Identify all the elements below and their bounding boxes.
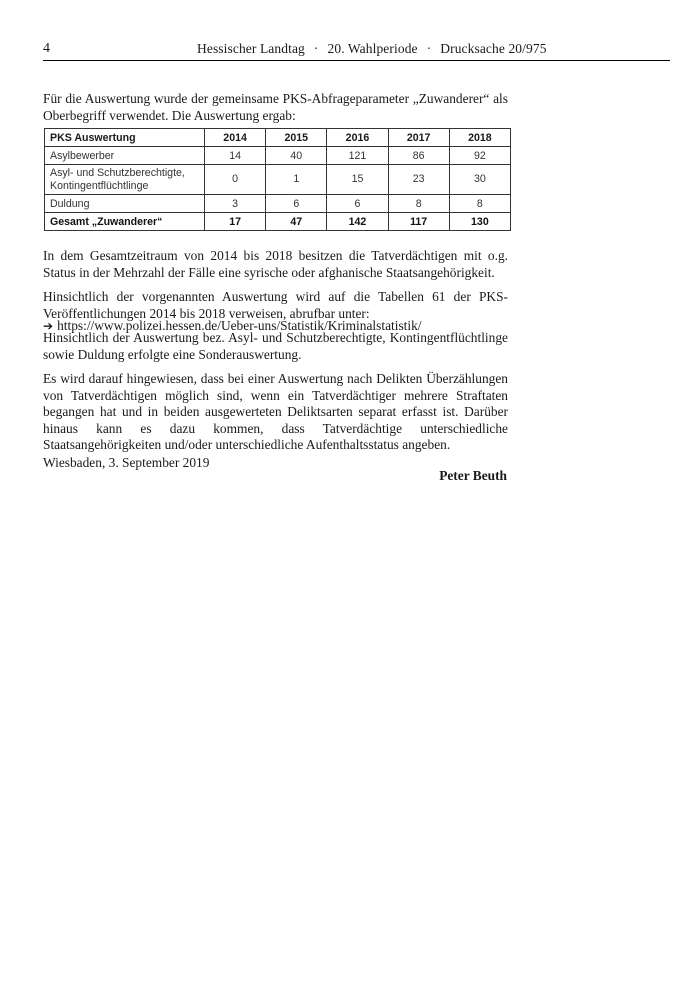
table-header-cell: 2015 <box>266 129 327 147</box>
table-cell: 92 <box>449 147 510 165</box>
header-separator: · <box>313 41 319 56</box>
header-document-number: Drucksache 20/975 <box>440 41 547 56</box>
running-header <box>197 41 547 57</box>
table-cell: Gesamt „Zuwanderer“ <box>45 213 205 231</box>
table-header-cell: 2016 <box>327 129 388 147</box>
statistics-link[interactable]: https://www.polizei.hessen.de/Ueber-uns/Statistik/Kriminalstatistik/ <box>57 318 422 333</box>
table-cell: 117 <box>388 213 449 231</box>
table-cell: 6 <box>327 195 388 213</box>
table-header-cell: 2018 <box>449 129 510 147</box>
table-cell: 3 <box>205 195 266 213</box>
special-evaluation-paragraph: Hinsichtlich der Auswertung bez. Asyl- und Schutzberechtigte, Kontingentflüchtlinge sowie Duldung erfolgte eine Sonderauswertung. <box>43 330 508 362</box>
table-cell: 30 <box>449 165 510 195</box>
right-arrow-icon: ➔ <box>43 319 54 333</box>
table-total-row <box>45 213 511 231</box>
table-header-cell: 2014 <box>205 129 266 147</box>
table-cell: 47 <box>266 213 327 231</box>
table-cell: 121 <box>327 147 388 165</box>
table-cell: 130 <box>449 213 510 231</box>
header-period: 20. Wahlperiode <box>327 41 418 56</box>
table-cell: Duldung <box>45 195 205 213</box>
table-row <box>45 195 511 213</box>
notice-paragraph: Es wird darauf hingewiesen, dass bei einer Auswertung nach Delikten Überzählungen von Tatverdächtigen möglich sind, wenn ein Tatverdächtiger mehrere Straftaten begangen hat und in beiden ausgewerteten Deliktsarten separat erfasst ist. Darüber hinaus kann es dazu kommen, dass Tatverdächtige unterschiedliche Staatsangehörigkeiten und/oder unterschiedliche Aufenthaltsstatus angeben. <box>43 371 508 452</box>
table-row <box>45 147 511 165</box>
table-cell: 8 <box>388 195 449 213</box>
table-cell: 23 <box>388 165 449 195</box>
table-cell: 0 <box>205 165 266 195</box>
table-cell: Asyl- und Schutzberechtigte, Kontingentflüchtlinge <box>45 165 205 195</box>
header-separator: · <box>426 41 432 56</box>
table-header-row <box>45 129 511 147</box>
table-header-cell: PKS Auswertung <box>45 129 205 147</box>
table-cell: 6 <box>266 195 327 213</box>
reference-paragraph: Hinsichtlich der vorgenannten Auswertung wird auf die Tabellen 61 der PKS-Veröffentlichungen 2014 bis 2018 verweisen, abrufbar unter: <box>43 289 508 321</box>
header-parliament: Hessischer Landtag <box>197 41 305 56</box>
table-cell: 14 <box>205 147 266 165</box>
table-cell: 86 <box>388 147 449 165</box>
page-number: 4 <box>43 41 50 56</box>
pks-table <box>44 128 511 231</box>
table-header-cell: 2017 <box>388 129 449 147</box>
table-cell: Asylbewerber <box>45 147 205 165</box>
table-cell: 1 <box>266 165 327 195</box>
table-cell: 40 <box>266 147 327 165</box>
signature: Peter Beuth <box>439 468 507 483</box>
table-cell: 17 <box>205 213 266 231</box>
table-cell: 8 <box>449 195 510 213</box>
table-row <box>45 165 511 195</box>
table-cell: 15 <box>327 165 388 195</box>
table-cell: 142 <box>327 213 388 231</box>
timeframe-paragraph: In dem Gesamtzeitraum von 2014 bis 2018 besitzen die Tatverdächtigen mit o.g. Status in der Mehrzahl der Fälle eine syrische oder afghanische Staatsangehörigkeit. <box>43 248 508 280</box>
header-rule <box>43 60 670 61</box>
intro-paragraph: Für die Auswertung wurde der gemeinsame PKS-Abfrageparameter „Zuwanderer“ als Oberbegriff verwendet. Die Auswertung ergab: <box>43 91 508 123</box>
place-date: Wiesbaden, 3. September 2019 <box>43 455 210 470</box>
